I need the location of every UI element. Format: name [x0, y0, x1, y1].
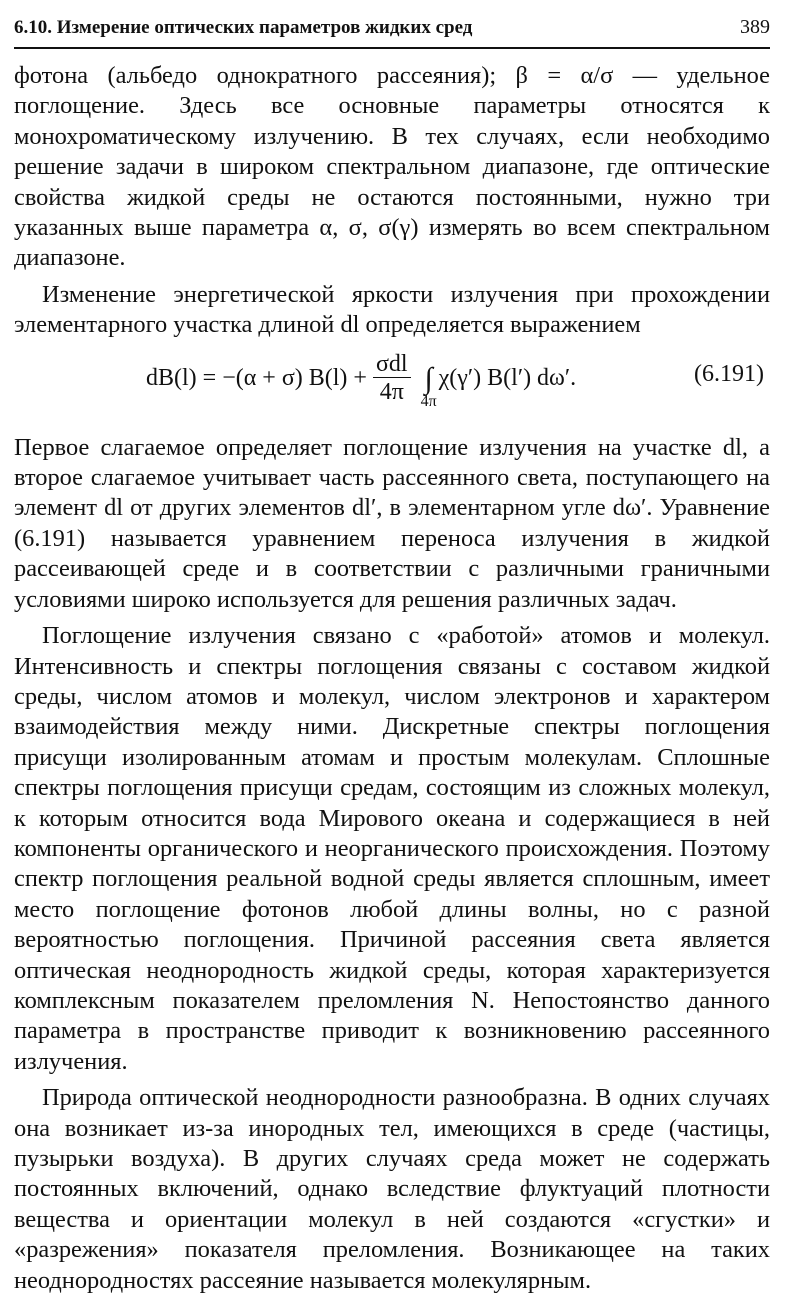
running-head: 6.10. Измерение оптических параметров жидких сред — [14, 17, 473, 38]
fraction-numerator: σdl — [373, 351, 411, 378]
integral-domain: 4π — [420, 392, 437, 410]
paragraph-5: Природа оптической неоднородности разнообразна. В одних случаях она возникает из-за инородных тел, имеющихся в среде (частицы, пузырьки воздуха). В других случаях среда может не содержать постоянных включений, однако вследствие флуктуаций плотности вещества и ориентации молекул в ней создаются «сгустки» и «разрежения» показателя преломления. Возникающее на таких неоднородностях рассеяние называется молекулярным. — [14, 1084, 770, 1294]
page-header — [14, 16, 770, 49]
page-number: 389 — [740, 16, 770, 38]
paragraph-2: Изменение энергетической яркости излучения при прохождении элементарного участка длиной dl определяется выражением — [14, 280, 770, 339]
equation-integrand: χ(γ′) B(l′) dω′. — [438, 365, 577, 392]
integral — [420, 361, 437, 410]
fraction-denominator: 4π — [379, 379, 404, 406]
equation-6-191 — [14, 341, 770, 433]
integral-sign: ∫ — [424, 361, 433, 395]
equation-lhs: dB(l) = −(α + σ) B(l) + — [146, 365, 367, 392]
document-page — [14, 16, 770, 1296]
equation-body — [146, 347, 576, 411]
paragraph-4: Поглощение излучения связано с «работой» атомов и молекул. Интенсивность и спектры поглощения связаны с составом жидкой среды, числом атомов и молекул, числом электронов и характером взаимодействия между ними. Дискретные спектры поглощения присущи изолированным атомам и простым молекулам. Сплошные спектры поглощения присущи средам, состоящим из сложных молекул, к которым относится вода Мирового океана и содержащиеся в ней компоненты органического и неорганического происхождения. Поэтому спектр поглощения реальной водной среды является сплошным, имеет место поглощение фотонов любой длины волны, но с разной вероятностью поглощения. Причиной рассеяния света является оптическая неоднородность жидкой среды, которая характеризуется комплексным показателем преломления N. Непостоянство данного параметра в пространстве приводит к возникновению рассеянного излучения. — [14, 622, 770, 1075]
paragraph-1: фотона (альбедо однократного рассеяния); β = α/σ — удельное поглощение. Здесь все основные параметры относятся к монохроматическому излучению. В тех случаях, если необходимо решение задачи в широком спектральном диапазоне, где оптические свойства жидкой среды не остаются постоянными, нужно три указанных выше параметра α, σ, σ(γ) измерять во всем спектральном диапазоне. — [14, 62, 770, 272]
equation-fraction — [373, 351, 411, 406]
equation-number: (6.191) — [694, 360, 764, 387]
paragraph-3: Первое слагаемое определяет поглощение излучения на участке dl, а второе слагаемое учитывает часть рассеянного света, поступающего на элемент dl от других элементов dl′, в элементарном угле dω′. Уравнение (6.191) называется уравнением переноса излучения в жидкой рассеивающей среде и в соответствии с различными граничными условиями широко используется для решения различных задач. — [14, 433, 770, 613]
